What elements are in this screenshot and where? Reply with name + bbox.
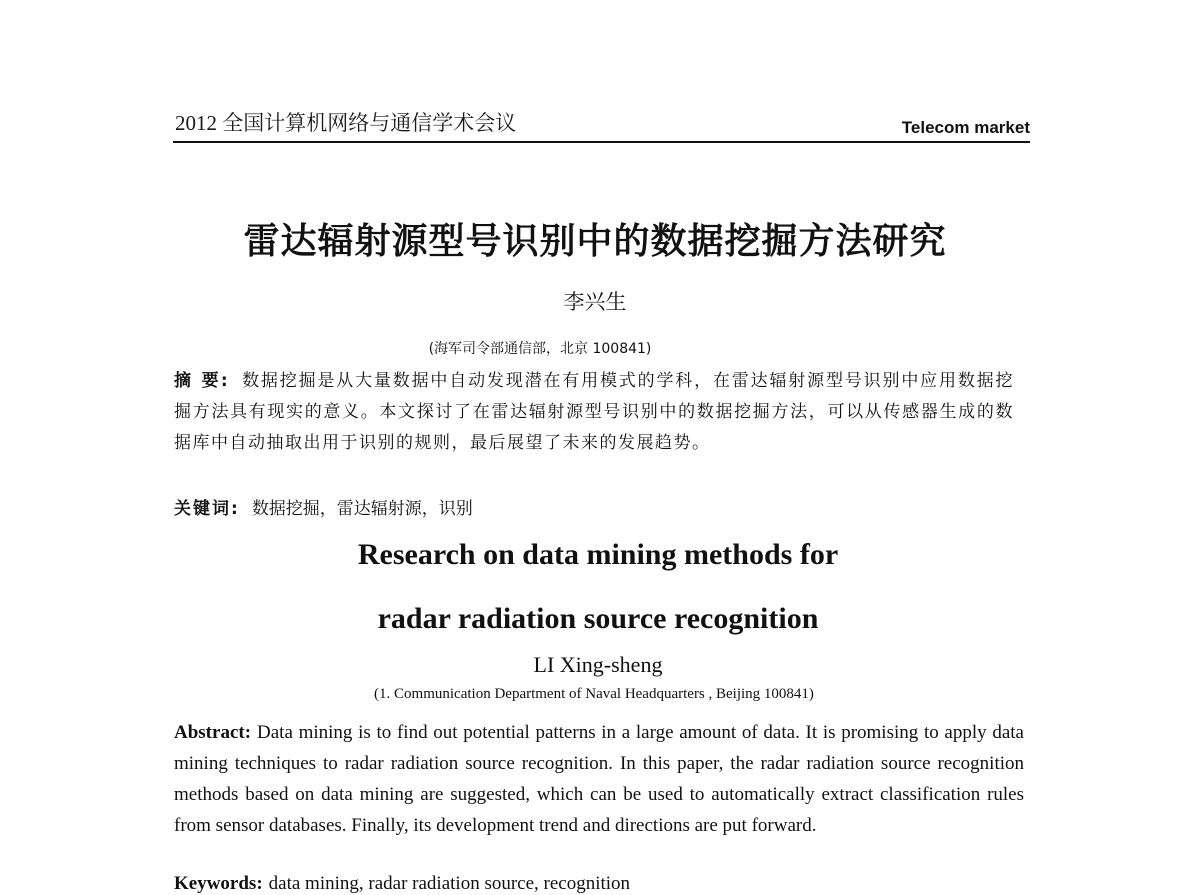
english-affiliation: (1. Communication Department of Naval Headquarters , Beijing 100841) (374, 686, 814, 702)
chinese-title: 雷达辐射源型号识别中的数据挖掘方法研究 (243, 221, 947, 262)
header-divider (173, 141, 1030, 143)
english-keywords (174, 873, 630, 895)
chinese-abstract-label: 摘 要: (174, 371, 230, 391)
chinese-abstract (174, 366, 1014, 459)
english-abstract (174, 717, 1024, 841)
chinese-keywords (174, 494, 473, 519)
english-keywords-label: Keywords: (174, 873, 263, 894)
english-abstract-label: Abstract: (174, 722, 252, 743)
journal-header: Telecom market (901, 118, 1030, 137)
chinese-author: 李兴生 (563, 290, 627, 314)
chinese-keywords-label: 关键词: (174, 499, 240, 519)
english-keywords-text: data mining, radar radiation source, recognition (268, 873, 631, 894)
chinese-keywords-text: 数据挖掘，雷达辐射源，识别 (251, 499, 473, 519)
english-title-line1: Research on data mining methods for (357, 538, 839, 571)
conference-header: 2012 全国计算机网络与通信学术会议 (175, 111, 517, 135)
chinese-abstract-text: 数据挖掘是从大量数据中自动发现潜在有用模式的学科，在雷达辐射源型号识别中应用数据挖掘方法具有现实的意义。本文探讨了在雷达辐射源型号识别中的数据挖掘方法，可以从传感器生成的数据库中自动抽取出用于识别的规则，最后展望了未来的发展趋势。 (174, 371, 1015, 453)
english-abstract-text: Data mining is to find out potential patterns in a large amount of data. It is promising to apply data mining techniques to radar radiation source recognition. In this paper, the radar radiation source recognition methods based on data mining are suggested, which can be used to automatically extract classification rules from sensor databases. Finally, its development trend and directions are put forward. (174, 722, 1024, 836)
english-title-line2: radar radiation source recognition (377, 602, 819, 635)
english-author: LI Xing-sheng (533, 652, 663, 677)
chinese-affiliation: (海军司令部通信部，北京 100841) (428, 341, 652, 357)
